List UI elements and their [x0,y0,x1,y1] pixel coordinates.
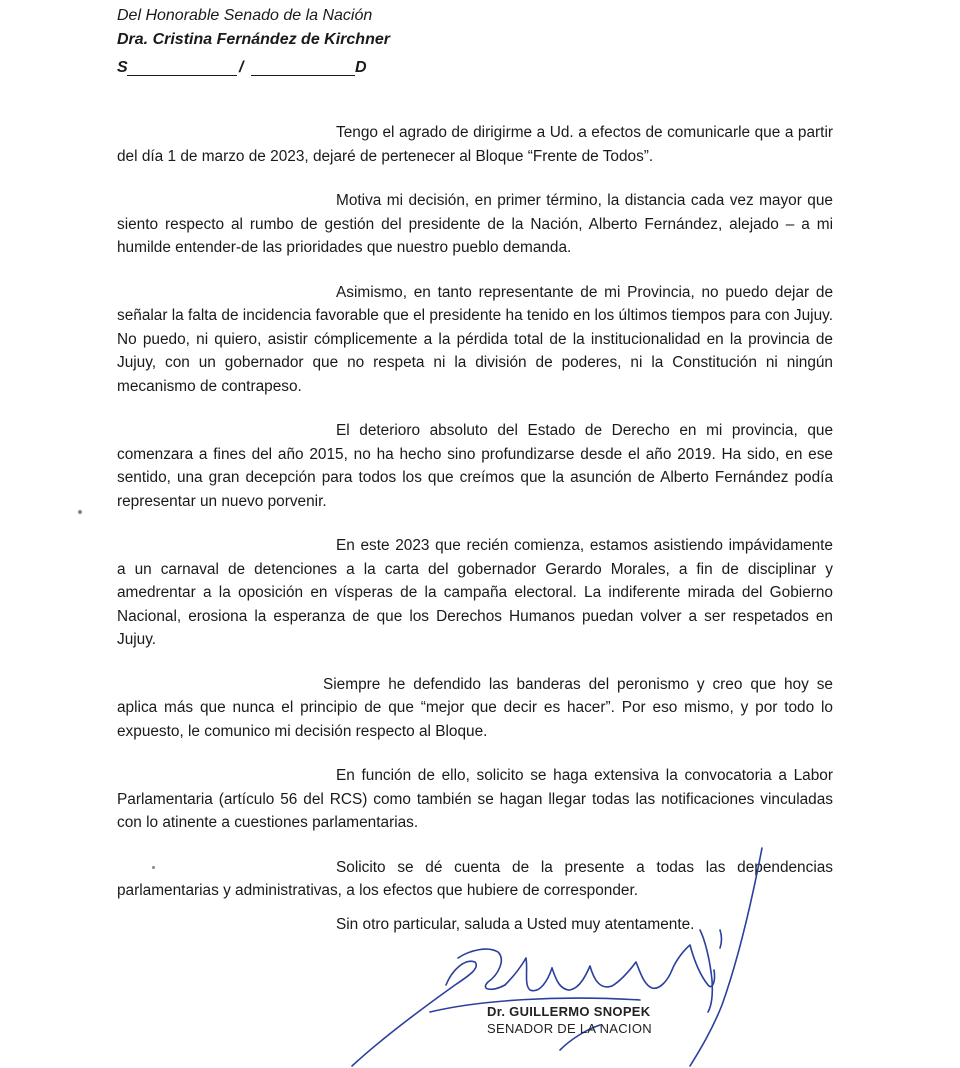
paragraph-3: Asimismo, en tanto representante de mi Provincia, no puedo dejar de señalar la falta de incidencia favorable que el presidente ha tenido en los últimos tiempos para con Jujuy. No puedo, ni quiero, asistir cómplicemente a la pérdida total de la institucionalidad en la provincia de Jujuy, con un gobernador que no respeta ni la división de poderes, ni la Constitución ni ningún mecanismo de contrapeso. [117,283,833,395]
sd-underline-right [251,75,355,76]
addressee-institution: Del Honorable Senado de la Nación [117,7,373,24]
paragraph-2: Motiva mi decisión, en primer término, la distancia cada vez mayor que siento respecto al rumbo de gestión del presidente de la Nación, Alberto Fernández, alejado – a mi humilde entender-de las prioridades que nuestro pueblo demanda. [117,192,833,256]
addressee-block [117,4,390,80]
signer-name: Dr. GUILLERMO SNOPEK [487,1004,651,1019]
sd-underline-left [127,75,237,76]
paragraph-6: Siempre he defendido las banderas del peronismo y creo que hoy se aplica más que nunca el principio de que “mejor que decir es hacer”. Por eso mismo, y por todo lo expuesto, le comunico mi decisión respecto al Bloque. [117,675,833,740]
paragraph-7: En función de ello, solicito se haga extensiva la convocatoria a Labor Parlamentaria (artículo 56 del RCS) como también se hagan llegar todas las notificaciones vinculadas con lo atinente a cuestiones parlamentarias. [117,767,833,831]
scan-speck [152,866,155,869]
scan-speck [78,510,82,514]
paragraph-5: En este 2023 que recién comienza, estamos asistiendo impávidamente a un carnaval de detenciones a la carta del gobernador Gerardo Morales, a fin de disciplinar y amedrentar a la oposición en vísperas de la campaña electoral. La indiferente mirada del Gobierno Nacional, erosiona la esperanza de que los Derechos Humanos puedan volver a ser respetados en Jujuy. [117,537,833,648]
paragraph-1: Tengo el agrado de dirigirme a Ud. a efectos de comunicarle que a partir del día 1 de marzo de 2023, dejaré de pertenecer al Bloque “Frente de Todos”. [117,124,833,165]
addressee-name: Dra. Cristina Fernández de Kirchner [117,31,390,48]
paragraph-4: El deterioro absoluto del Estado de Derecho en mi provincia, que comenzara a fines del año 2015, no ha hecho sino profundizarse desde el año 2019. Ha sido, en ese sentido, una gran decepción para todos los que creímos que la asunción de Alberto Fernández podía representar un nuevo porvenir. [117,422,833,510]
salutation-sd [117,56,377,80]
d-label: D [355,59,367,76]
closing-line: Sin otro particular, saluda a Usted muy atentamente. [336,915,695,933]
signature-stamp [487,1003,652,1037]
signer-title: SENADOR DE LA NACION [487,1021,652,1036]
s-label: S [117,59,128,76]
paragraph-8: Solicito se dé cuenta de la presente a todas las dependencias parlamentarias y administrativas, a los efectos que hubiere de corresponder. [117,858,833,899]
sd-slash: / [239,59,244,76]
letter-body [117,121,833,936]
